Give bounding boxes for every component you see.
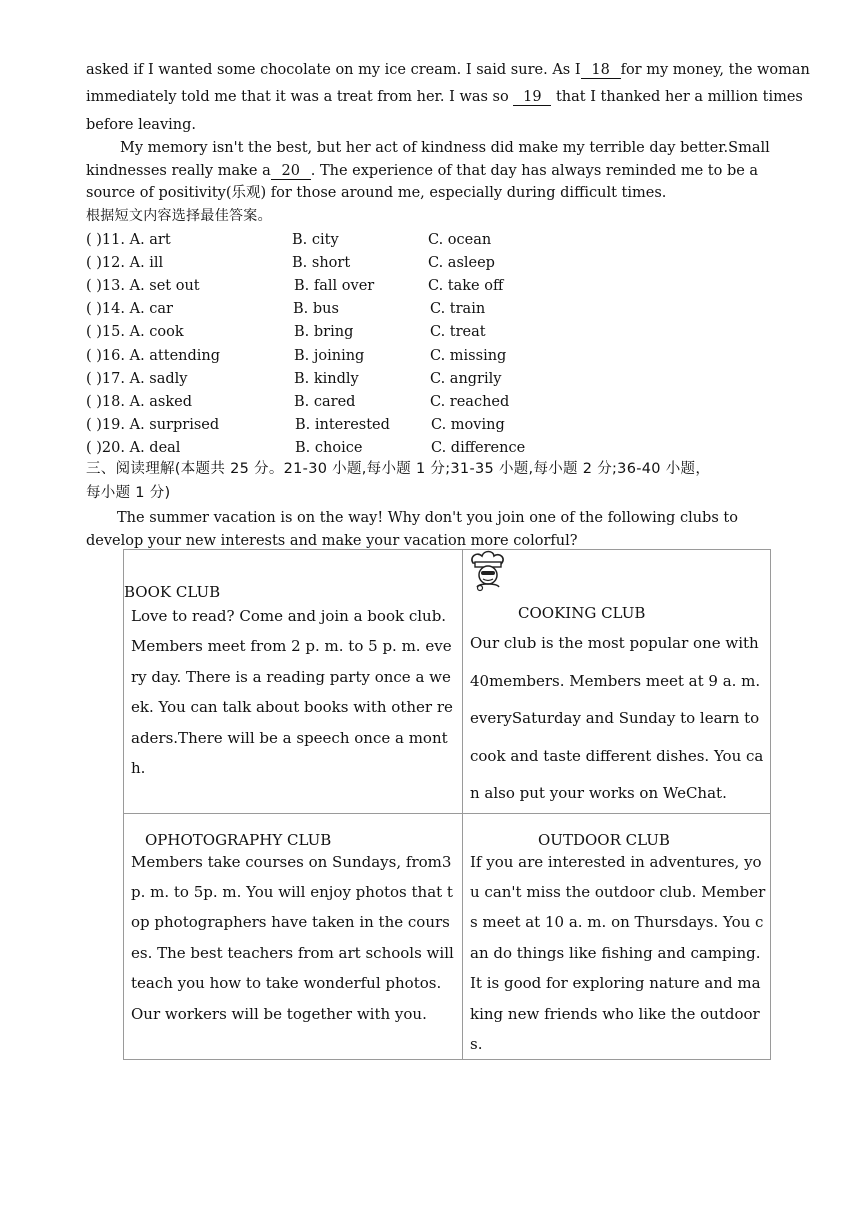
- question-row: [86, 322, 646, 342]
- book-club-title: BOOK CLUB: [124, 583, 221, 601]
- clubs-table: [123, 549, 771, 1060]
- question-row: [86, 438, 646, 458]
- outdoor-club-title: OUTDOOR CLUB: [538, 830, 670, 849]
- option-c: C. treat: [430, 324, 486, 340]
- option-b: B. kindly: [294, 371, 359, 387]
- option-b: B. joining: [294, 348, 365, 364]
- question-row: [86, 299, 646, 319]
- passage-text: . The experience of that day has always reminded me to be a: [310, 163, 759, 179]
- passage-line-6: source of positivity(乐观) for those around me, especially during difficult times.: [86, 185, 667, 201]
- option-b: B. fall over: [294, 278, 375, 294]
- blank-20: 20: [271, 163, 311, 180]
- option-c: C. difference: [431, 440, 526, 456]
- option-c: C. reached: [430, 394, 510, 410]
- question-option-a: ( )15. A. cook: [86, 324, 184, 340]
- passage-line-3: before leaving.: [86, 117, 197, 133]
- question-row: [86, 346, 646, 366]
- question-row: [86, 230, 646, 250]
- option-c: C. train: [430, 301, 486, 317]
- cooking-club-cell: [463, 550, 771, 814]
- outdoor-club-cell: [463, 813, 771, 1060]
- option-b: B. bring: [294, 324, 354, 340]
- option-c: C. asleep: [428, 255, 495, 271]
- option-c: C. ocean: [428, 232, 492, 248]
- passage-line-1: [86, 60, 810, 80]
- option-c: C. moving: [431, 417, 505, 433]
- reading-intro-1: The summer vacation is on the way! Why don't you join one of the following clubs to: [117, 510, 738, 526]
- question-row: [86, 392, 646, 412]
- option-c: C. missing: [430, 348, 507, 364]
- option-c: C. angrily: [430, 371, 502, 387]
- cooking-club-body: Our club is the most popular one with 40members. Members meet at 9 a. m. everySaturday and Sunday to learn to cook and taste different dishes. You can also put your works on WeChat.: [470, 634, 764, 802]
- option-b: B. city: [292, 232, 339, 248]
- instruction: 根据短文内容选择最佳答案。: [86, 208, 272, 224]
- question-option-a: ( )19. A. surprised: [86, 417, 220, 433]
- chef-icon: [465, 549, 509, 593]
- reading-intro-2: develop your new interests and make your vacation more colorful?: [86, 533, 578, 549]
- passage-text: kindnesses really make a: [86, 163, 271, 179]
- question-option-a: ( )20. A. deal: [86, 440, 181, 456]
- photography-club-title: OPHOTOGRAPHY CLUB: [145, 830, 332, 849]
- question-row: [86, 276, 646, 296]
- question-option-a: ( )11. A. art: [86, 232, 171, 248]
- question-row: [86, 369, 646, 389]
- book-club-body: Love to read? Come and join a book club. Members meet from 2 p. m. to 5 p. m. every day. There is a reading party once a week. You can talk about books with other readers.There will be a speech once a month.: [131, 607, 453, 778]
- option-b: B. bus: [293, 301, 339, 317]
- question-option-a: ( )13. A. set out: [86, 278, 200, 294]
- passage-text: for my money, the woman: [620, 62, 810, 78]
- question-option-a: ( )17. A. sadly: [86, 371, 188, 387]
- passage-text: asked if I wanted some chocolate on my ice cream. I said sure. As I: [86, 62, 581, 78]
- option-b: B. interested: [295, 417, 390, 433]
- option-c: C. take off: [428, 278, 504, 294]
- blank-18: 18: [581, 62, 621, 79]
- question-option-a: ( )18. A. asked: [86, 394, 193, 410]
- option-b: B. cared: [294, 394, 356, 410]
- passage-line-5: [86, 161, 758, 181]
- cooking-club-title: COOKING CLUB: [518, 604, 646, 622]
- option-b: B. short: [292, 255, 351, 271]
- passage-text: immediately told me that it was a treat from her. I was so: [86, 89, 509, 105]
- question-row: [86, 253, 646, 273]
- option-b: B. choice: [295, 440, 363, 456]
- passage-line-2: [86, 87, 803, 107]
- question-option-a: ( )14. A. car: [86, 301, 173, 317]
- passage-line-4: My memory isn't the best, but her act of kindness did make my terrible day better.Small: [120, 140, 770, 156]
- blank-19: 19: [513, 89, 551, 106]
- question-option-a: ( )16. A. attending: [86, 348, 221, 364]
- section-heading: 三、阅读理解(本题共 25 分。21-30 小题,每小题 1 分;31-35 小题,每小题 2 分;36-40 小题，: [86, 461, 711, 477]
- outdoor-club-body: If you are interested in adventures, you can't miss the outdoor club. Members meet at 10 a. m. on Thursdays. You can do things like fishing and camping. It is good for exploring nature and making new friends who like the outdoors.: [470, 852, 766, 1053]
- book-club-cell: [124, 550, 463, 814]
- photography-club-body: Members take courses on Sundays, from3 p. m. to 5p. m. You will enjoy photos that top photographers have taken in the courses. The best teachers from art schools will teach you how to take wonderful photos. Our workers will be together with you.: [131, 852, 454, 1023]
- section-heading-cont: 每小题 1 分): [86, 485, 171, 501]
- photography-club-cell: [124, 813, 463, 1060]
- question-row: [86, 415, 646, 435]
- passage-text: that I thanked her a million times: [555, 89, 803, 105]
- question-option-a: ( )12. A. ill: [86, 255, 164, 271]
